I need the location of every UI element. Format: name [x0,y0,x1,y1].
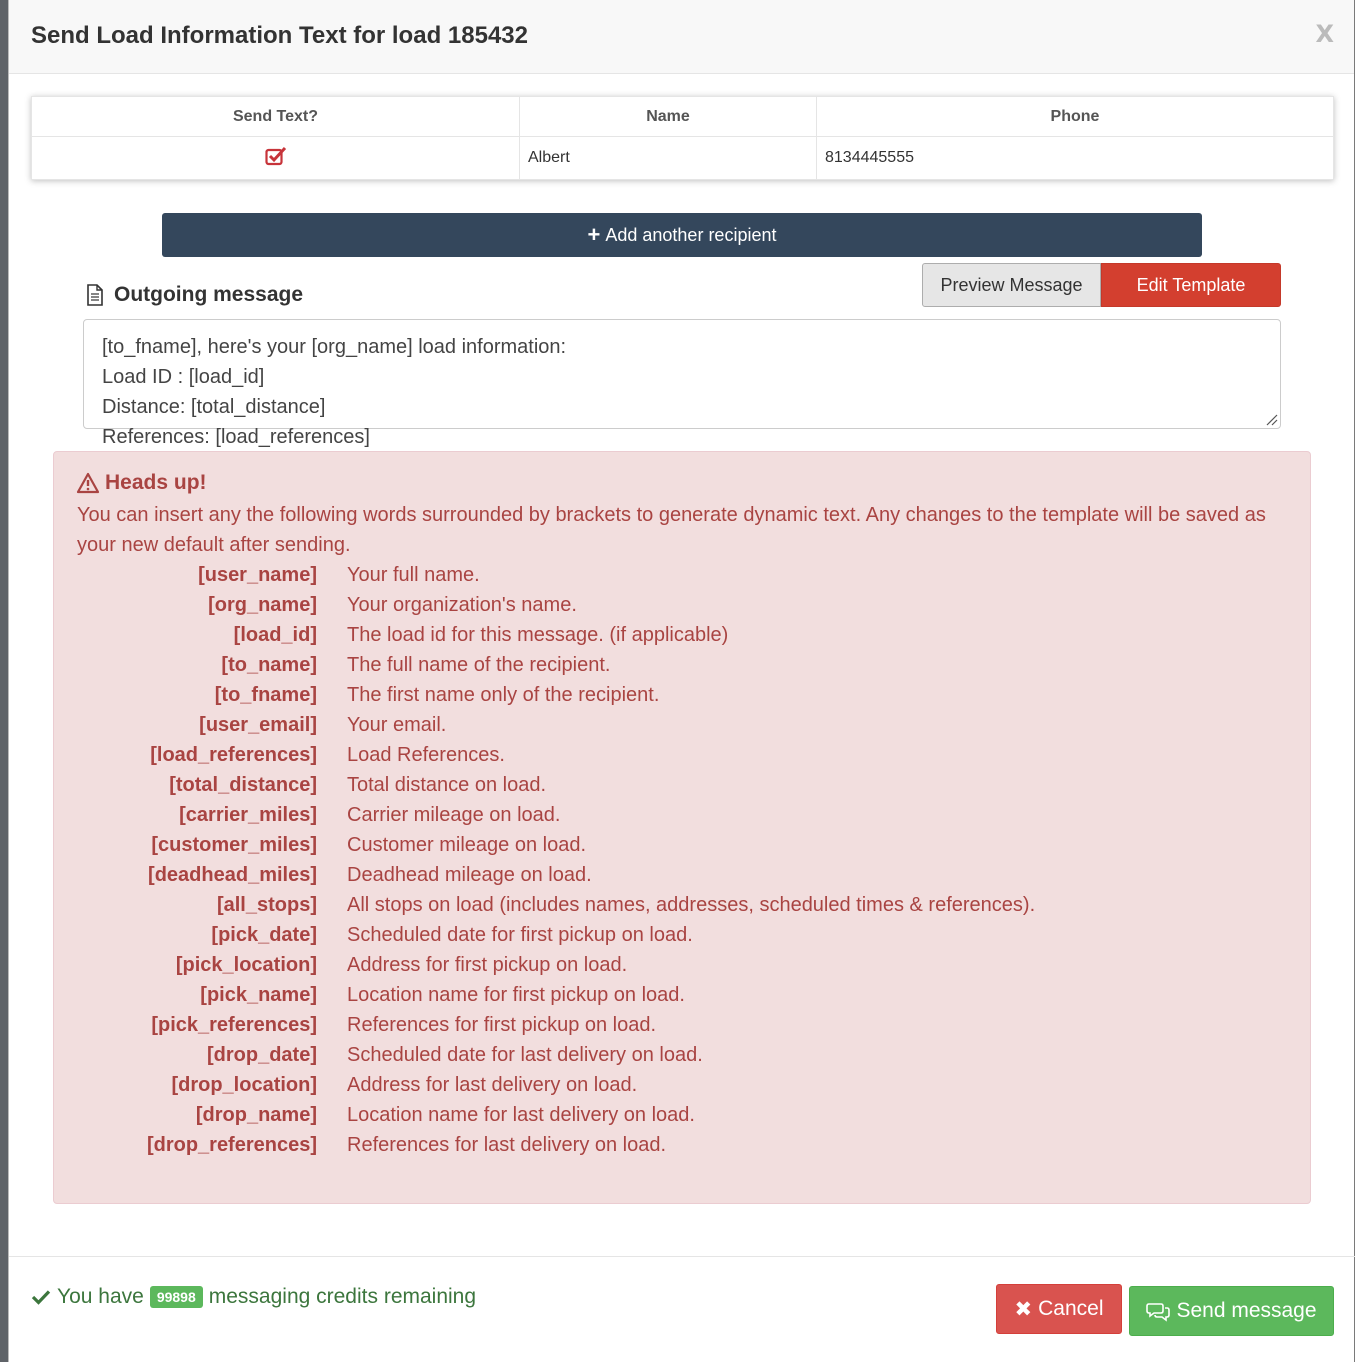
keyword-row [77,1040,1287,1070]
keyword-description: Scheduled date for first pickup on load. [347,923,693,946]
keyword-row [77,560,1287,590]
heads-up-alert [53,451,1311,1204]
keyword-row [77,1100,1287,1130]
modal-title: Send Load Information Text for load 185432 [31,22,528,49]
add-recipient-label: Add another recipient [605,224,777,245]
edit-template-button[interactable]: Edit Template [1101,263,1281,307]
header-name: Name [520,97,817,137]
keyword-row [77,920,1287,950]
keyword-name: [deadhead_miles] [148,863,317,886]
keyword-row [77,890,1287,920]
keyword-description: Location name for first pickup on load. [347,983,685,1006]
keyword-row [77,620,1287,650]
message-line: References: [load_references] [102,426,370,448]
keyword-row [77,680,1287,710]
send-text-cell[interactable] [32,137,520,180]
keyword-list [77,560,1287,1160]
message-line: [to_fname], here's your [org_name] load information: [102,336,567,358]
keyword-name: [carrier_miles] [179,803,317,826]
recipient-name: Albert [520,137,817,180]
cancel-button[interactable] [996,1284,1122,1334]
keyword-name: [org_name] [208,593,317,616]
keyword-name: [customer_miles] [151,833,317,856]
keyword-description: The first name only of the recipient. [347,683,660,706]
keyword-row [77,1010,1287,1040]
keyword-name: [pick_references] [151,1013,317,1036]
keyword-name: [load_references] [150,743,317,766]
credits-remaining [31,1285,476,1309]
header-phone: Phone [817,97,1334,137]
table-row [32,137,1334,180]
alert-description: You can insert any the following words surrounded by brackets to generate dynamic text. Any changes to the template will be saved as your new default after sending. [77,504,1266,556]
keyword-name: [drop_location] [171,1073,317,1096]
keyword-name: [user_name] [198,563,317,586]
keyword-row [77,590,1287,620]
keyword-row [77,710,1287,740]
credits-prefix: You have [57,1285,144,1308]
keyword-row [77,650,1287,680]
keyword-row [77,860,1287,890]
keyword-description: Scheduled date for last delivery on load. [347,1043,703,1066]
credits-badge: 99898 [150,1286,203,1308]
page-backdrop [0,0,8,1362]
modal-header [9,0,1354,74]
keyword-name: [drop_name] [195,1103,317,1126]
preview-message-button[interactable]: Preview Message [922,263,1101,307]
keyword-name: [all_stops] [216,893,317,916]
keyword-description: Your organization's name. [347,593,577,616]
close-button[interactable]: X [1315,20,1334,48]
chat-bubbles-icon [1146,1301,1170,1321]
credits-suffix: messaging credits remaining [208,1285,477,1308]
keyword-row [77,980,1287,1010]
keyword-description: References for first pickup on load. [347,1013,657,1036]
table-header-row [32,97,1334,137]
keyword-name: [pick_date] [211,923,317,946]
send-label: Send message [1176,1299,1317,1322]
keyword-name: [total_distance] [169,773,317,796]
keyword-description: Customer mileage on load. [347,833,587,856]
send-message-button[interactable] [1129,1286,1334,1336]
keyword-description: Location name for last delivery on load. [347,1103,695,1126]
message-line: Distance: [total_distance] [102,396,326,418]
add-recipient-button[interactable] [162,213,1202,257]
outgoing-message-textarea[interactable] [83,319,1281,448]
keyword-name: [drop_date] [207,1043,317,1066]
keyword-name: [pick_location] [175,953,317,976]
modal-footer [9,1256,1355,1362]
keyword-description: Address for first pickup on load. [347,953,628,976]
keyword-name: [pick_name] [200,983,317,1006]
keyword-row [77,950,1287,980]
recipients-table [31,96,1334,180]
document-icon [86,284,104,306]
header-send-text: Send Text? [32,97,520,137]
keyword-row [77,800,1287,830]
cancel-label: Cancel [1038,1297,1104,1320]
keyword-description: Your full name. [347,563,480,586]
keyword-row [77,770,1287,800]
keyword-description: Load References. [347,743,505,766]
check-icon [31,1289,51,1305]
keyword-description: Total distance on load. [347,773,547,796]
keyword-row [77,830,1287,860]
keyword-description: All stops on load (includes names, addresses, scheduled times & references). [347,893,1036,916]
keyword-description: The full name of the recipient. [347,653,611,676]
keyword-description: References for last delivery on load. [347,1133,667,1156]
keyword-name: [user_email] [199,713,317,736]
keyword-description: Deadhead mileage on load. [347,863,592,886]
resize-handle-icon[interactable] [1264,412,1278,426]
keyword-name: [to_fname] [214,683,317,706]
warning-triangle-icon [77,473,99,493]
keyword-description: Address for last delivery on load. [347,1073,638,1096]
plus-icon: + [587,222,601,247]
keyword-row [77,1070,1287,1100]
message-line: Load ID : [load_id] [102,366,265,388]
times-icon: ✖ [1014,1297,1033,1321]
alert-heading [77,470,1287,496]
recipient-phone: 8134445555 [817,137,1334,180]
checked-square-icon[interactable] [265,146,287,166]
keyword-row [77,740,1287,770]
keyword-description: The load id for this message. (if applicable) [347,623,729,646]
send-text-modal [8,0,1354,1362]
keyword-row [77,1130,1287,1160]
keyword-description: Carrier mileage on load. [347,803,561,826]
keyword-name: [drop_references] [146,1133,317,1156]
outgoing-message-label [86,283,303,307]
keyword-description: Your email. [347,713,447,736]
outgoing-message-text: Outgoing message [114,283,304,306]
keyword-name: [load_id] [233,623,317,646]
keyword-name: [to_name] [221,653,317,676]
alert-heading-text: Heads up! [105,471,207,494]
